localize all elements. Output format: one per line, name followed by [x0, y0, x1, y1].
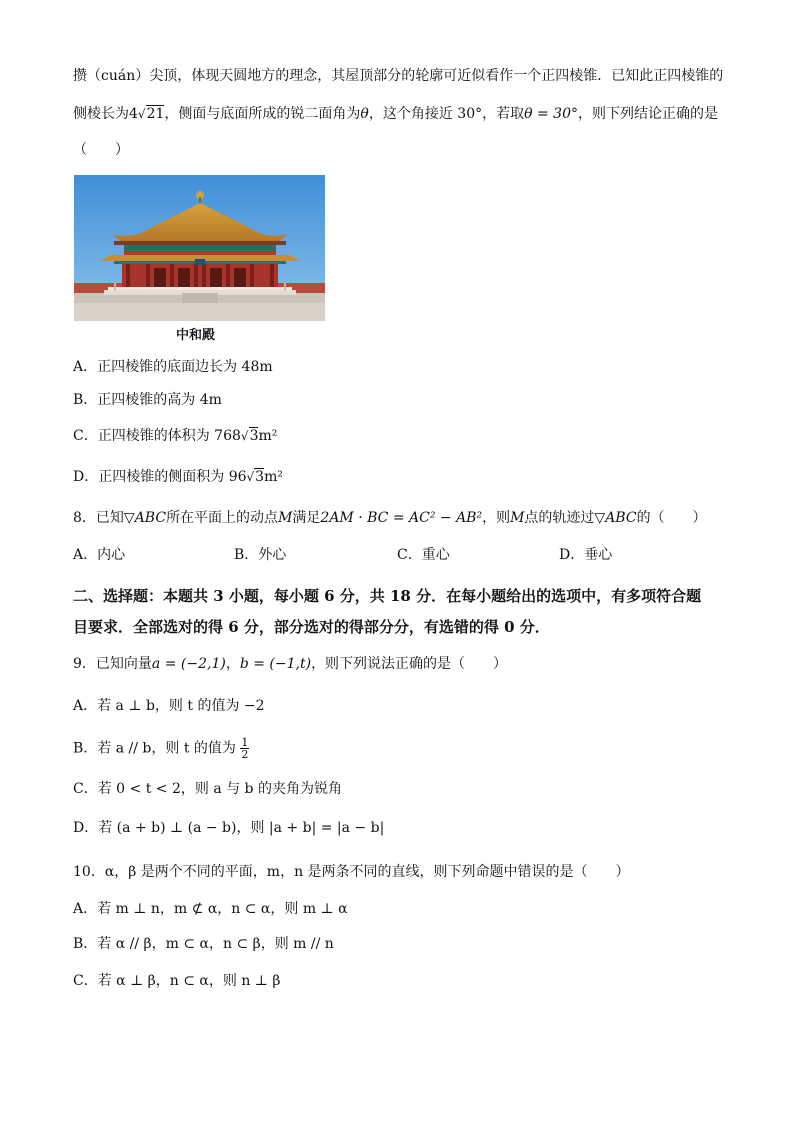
q8-cond: 满足 — [292, 510, 321, 526]
q8-option-a: A．内心 — [73, 547, 126, 563]
q7-option-a: A．正四棱锥的底面边长为 48m — [73, 359, 273, 375]
q7-option-c-radicand: 3 — [249, 428, 259, 444]
q8-option-d: D．垂心 — [559, 547, 613, 563]
q9-stem-end: ，则下列说法正确的是（ ） — [311, 656, 508, 672]
q9-option-b-fraction — [240, 737, 249, 760]
q10-option-c: C．若 α ⊥ β，n ⊂ α，则 n ⊥ β — [73, 973, 281, 989]
q9-vector-a: a = (−2,1) — [151, 656, 226, 672]
q9-option-d: D．若 (a + b) ⊥ (a − b)，则 |a + b| = |a − b| — [73, 820, 385, 836]
q7-option-b: B．正四棱锥的高为 4m — [73, 392, 222, 408]
q7-line2d: ，则下列结论正确的是 — [577, 106, 718, 122]
q7-line2c: ，这个角接近 30°，若取 — [368, 106, 525, 122]
q7-line2b: ，侧面与底面所成的锐二面角为 — [164, 106, 361, 122]
q7-option-d-unit: m² — [264, 469, 283, 485]
q8-post3: 的（ ） — [636, 510, 707, 526]
q9-sep: ， — [225, 656, 240, 672]
q9-option-b-text: B．若 a // b，则 t 的值为 — [73, 740, 236, 757]
hall-photo — [74, 175, 325, 321]
photo-caption: 中和殿 — [176, 328, 216, 343]
q8-mid: 所在平面上的动点 — [166, 510, 279, 526]
q7-theta-eq: θ = 30° — [524, 106, 578, 122]
q8-triangle: ▽ABC — [123, 510, 167, 526]
q7-lateral-edge-radicand: 21 — [146, 106, 165, 122]
q7-option-c-unit: m² — [258, 428, 278, 444]
q8-triangle2: ▽ABC — [594, 510, 637, 526]
q7-option-d-value: 96 — [228, 469, 247, 485]
q7-option-d-radicand: 3 — [255, 469, 265, 485]
section2-line2: 目要求．全部选对的得 6 分，部分选对的得部分分，有选错的得 0 分． — [73, 618, 550, 636]
q7-option-c-value: 768 — [214, 428, 241, 444]
q9-option-c: C．若 0 < t < 2，则 a 与 b 的夹角为锐角 — [73, 781, 342, 797]
q7-lateral-edge-value: 4 — [129, 106, 138, 122]
q9-option-b-numerator: 1 — [241, 736, 249, 749]
q8-pre: 8．已知 — [73, 510, 124, 526]
q8-option-c: C．重心 — [397, 547, 450, 563]
q8-point-m2: M — [510, 510, 525, 526]
section2-line1: 二、选择题：本题共 3 小题，每小题 6 分，共 18 分．在每小题给出的选项中，有多项符合题 — [73, 587, 702, 605]
q9-option-b-denominator: 2 — [241, 748, 249, 761]
q8-equation: 2AM · BC = AC² − AB² — [320, 510, 483, 526]
q9-stem — [73, 654, 507, 674]
q9-vector-b: b = (−1,t) — [239, 656, 312, 672]
q8-stem — [73, 508, 707, 528]
q8-post: ，则 — [482, 510, 511, 526]
q7-option-c: C．正四棱锥的体积为 768√3m² — [73, 428, 278, 444]
q7-theta: θ — [360, 106, 369, 122]
q10-option-a: A．若 m ⊥ n，m ⊄ α，n ⊂ α，则 m ⊥ α — [73, 901, 348, 917]
q9-option-a: A．若 a ⊥ b，则 t 的值为 −2 — [73, 698, 265, 714]
q10-option-b: B．若 α // β，m ⊂ α，n ⊂ β，则 m // n — [73, 936, 334, 952]
q9-stem-text: 9．已知向量 — [73, 656, 152, 672]
q7-line1: 攒（cuán）尖顶，体现天圆地方的理念，其屋顶部分的轮廓可近似看作一个正四棱锥．已知此正四棱锥的 — [73, 68, 724, 84]
q8-post2: 点的轨迹过 — [524, 510, 595, 526]
q8-option-b: B．外心 — [234, 547, 287, 563]
q7-line2: 侧棱长为4√21，侧面与底面所成的锐二面角为θ，这个角接近 30°，若取θ = 30°，则下列结论正确的是 — [73, 106, 718, 122]
q7-paren: （ ） — [73, 142, 129, 158]
q10-stem: 10．α，β 是两个不同的平面，m，n 是两条不同的直线，则下列命题中错误的是（ ） — [73, 864, 630, 880]
q7-option-d: D．正四棱锥的侧面积为 96√3m² — [73, 469, 283, 485]
q9-option-b — [73, 737, 249, 760]
q7-option-c-text: C．正四棱锥的体积为 — [73, 428, 210, 444]
q8-point-m: M — [278, 510, 293, 526]
q7-line2a: 侧棱长为 — [73, 106, 129, 122]
q7-option-d-text: D．正四棱锥的侧面积为 — [73, 469, 225, 485]
